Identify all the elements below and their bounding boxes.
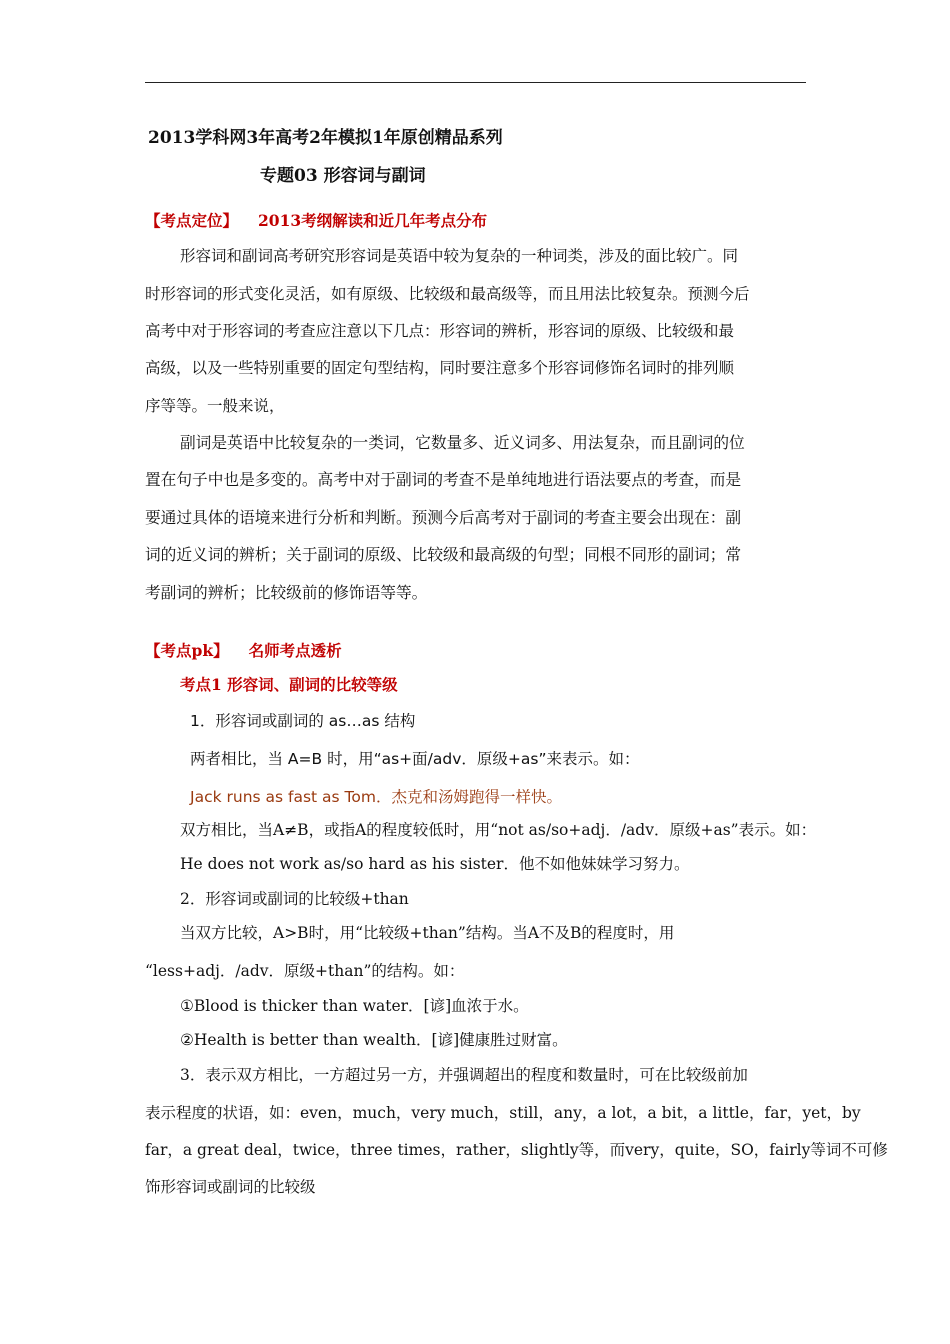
section1-heading: 2013考纲解读和近几年考点分布 xyxy=(258,211,488,230)
para2-line: 置在句子中也是多变的。高考中对于副词的考查不是单纯地进行语法要点的考查，而是 xyxy=(145,470,742,489)
para2-line: 要通过具体的语境来进行分析和判断。预测今后高考对于副词的考查主要会出现在：副 xyxy=(145,508,742,527)
section1-tag: 【考点定位】 xyxy=(145,211,239,230)
item1-title: 1．形容词或副词的 as…as 结构 xyxy=(190,712,416,730)
para2-line: 考副词的辨析；比较级前的修饰语等等。 xyxy=(145,583,428,602)
para1-line: 时形容词的形式变化灵活，如有原级、比较级和最高级等，而且用法比较复杂。预测今后 xyxy=(145,285,750,303)
para1-line: 高考中对于形容词的考查应注意以下几点：形容词的辨析，形容词的原级、比较级和最 xyxy=(145,322,735,340)
para1-line: 高级，以及一些特别重要的固定句型结构，同时要注意多个形容词修饰名词时的排列顺 xyxy=(145,359,735,377)
example-2: ②Health is better than wealth．[谚]健康胜过财富。 xyxy=(180,1031,568,1049)
item3-line: 饰形容词或副词的比较级 xyxy=(145,1178,316,1196)
item2-line1: 当双方比较，A>B时，用“比较级+than”结构。当A不及B的程度时，用 xyxy=(180,924,675,942)
example-1: ①Blood is thicker than water．[谚]血浓于水。 xyxy=(180,997,529,1015)
header-rule xyxy=(145,82,806,83)
neg-example: He does not work as/so hard as his sister．他不如他妹妹学习努力。 xyxy=(180,855,690,873)
section2-heading: 名师考点透析 xyxy=(248,641,342,660)
series-title: 2013学科网3年高考2年模拟1年原创精品系列 xyxy=(148,128,503,148)
item3-line: 表示程度的状语，如：even，much，very much，still，any，a lot，a bit，a little，far，yet，by xyxy=(145,1104,861,1122)
topic-title: 专题03 形容词与副词 xyxy=(260,166,426,186)
item3-line: 3．表示双方相比，一方超过另一方，并强调超出的程度和数量时，可在比较级前加 xyxy=(180,1066,748,1084)
section2-tag: 【考点pk】 xyxy=(145,641,229,660)
para1-line: 序等等。一般来说， xyxy=(145,397,285,415)
para2-line: 副词是英语中比较复杂的一类词，它数量多、近义词多、用法复杂，而且副词的位 xyxy=(180,433,745,452)
para1-line: 形容词和副词高考研究形容词是英语中较为复杂的一种词类，涉及的面比较广。同 xyxy=(180,247,739,265)
item1-example: Jack runs as fast as Tom．杰克和汤姆跑得一样快。 xyxy=(190,788,562,806)
section2-heading-row xyxy=(145,641,342,661)
para2-line: 词的近义词的辨析；关于副词的原级、比较级和最高级的句型；同根不同形的副词；常 xyxy=(145,545,742,564)
section1-heading-row xyxy=(145,211,487,231)
item3-line: far，a great deal，twice，three times，rather，slightly等，而very，quite，SO，fairly等词不可修 xyxy=(145,1141,888,1159)
item2-title: 2．形容词或副词的比较级+than xyxy=(180,890,409,908)
point1-heading: 考点1 形容词、副词的比较等级 xyxy=(180,675,398,694)
item1-line: 两者相比，当 A=B 时，用“as+面/adv．原级+as”来表示。如： xyxy=(190,750,640,768)
item2-line2: “less+adj．/adv．原级+than”的结构。如： xyxy=(145,962,465,980)
neg-line: 双方相比，当A≠B，或指A的程度较低时，用“not as/so+adj．/adv．原级+as”表示。如： xyxy=(180,821,817,839)
